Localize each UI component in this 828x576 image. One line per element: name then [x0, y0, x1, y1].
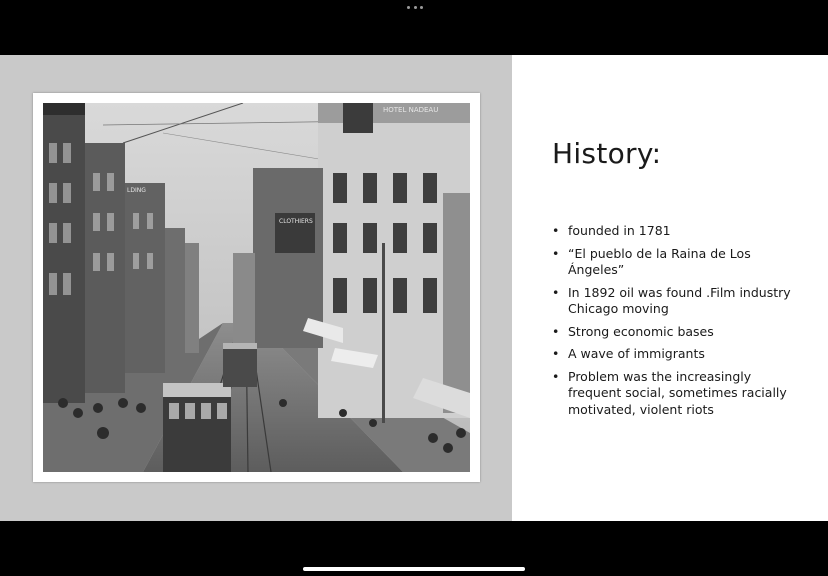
sign-building: LDING: [127, 187, 146, 194]
slide-text-panel: [512, 55, 828, 521]
sign-hotel-nadeau: HOTEL NADEAU: [383, 106, 439, 114]
bullet-dot: •: [552, 323, 560, 339]
bullet-item: • Problem was the increasingly frequent social, sometimes racially motivated, violent riots: [552, 368, 787, 417]
slide-title: History:: [552, 137, 662, 170]
bullet-item: • A wave of immigrants: [552, 346, 705, 361]
sign-clothiers: CLOTHIERS: [279, 218, 313, 225]
home-indicator[interactable]: [303, 567, 525, 571]
bullet-dot: •: [552, 284, 560, 300]
slide-image-panel: [0, 55, 512, 521]
bullet-dot: •: [552, 346, 560, 361]
bullet-dot: •: [552, 368, 560, 384]
slide: [0, 55, 828, 521]
photo-graphic: [43, 103, 470, 472]
bullet-dot: •: [552, 223, 560, 238]
bullet-item: • In 1892 oil was found .Film industry Chicago moving: [552, 284, 791, 316]
bullet-item: • founded in 1781: [552, 223, 671, 238]
bullet-item: • “El pueblo de la Raina de Los Ángeles”: [552, 245, 751, 277]
ellipsis-icon[interactable]: [407, 6, 423, 10]
bullet-dot: •: [552, 245, 560, 261]
bullet-item: • Strong economic bases: [552, 323, 714, 339]
historic-street-photo: [33, 93, 480, 482]
bullet-list: [552, 223, 797, 424]
